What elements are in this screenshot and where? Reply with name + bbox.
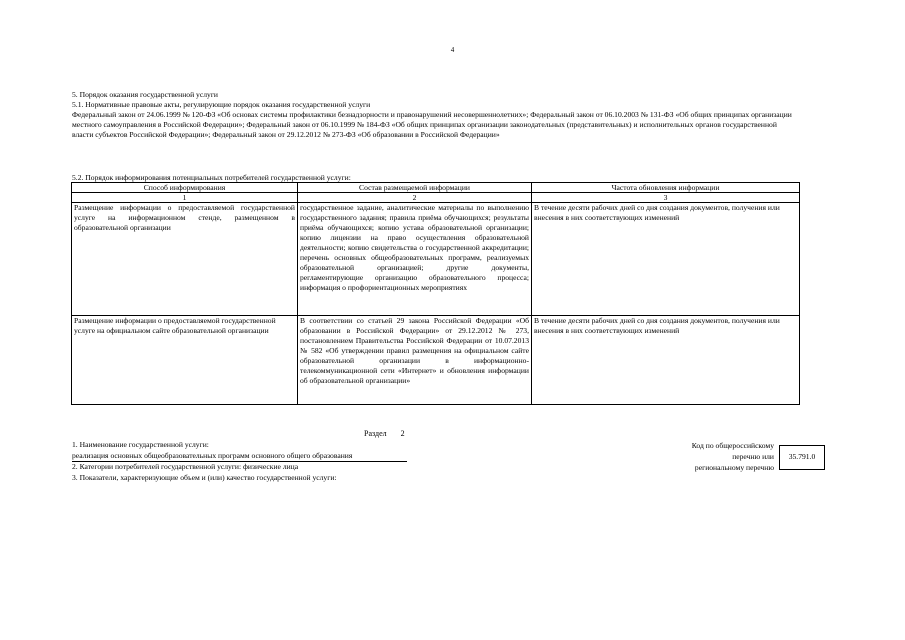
table-row xyxy=(72,203,800,316)
column-number: 2 xyxy=(298,193,532,203)
service-name-value: реализация основных общеобразовательных программ основного общего образования xyxy=(72,451,407,462)
cell-content: государственное задание, аналитические материалы по выполнению государственного задания; правила приёма обучающихся; результаты приёма обучающихся; копию устава образовательной организации; копию лицензии на право осуществления образовательной деятельности; копию свидетельства о государственной аккредитации; перечень основных общеобразовательных программ, реализуемых образовательной организацией; другие документы, регламентирующие организацию образовательного процесса; информация о профориентационных мероприятиях xyxy=(298,203,532,316)
cell-frequency: В течение десяти рабочих дней со дня создания документов, получения или внесения в них соответствующих изменений xyxy=(532,316,800,405)
razdel-number: 2 xyxy=(400,429,405,438)
service-indicators: 3. Показатели, характеризующие объем и (или) качество государственной услуги: xyxy=(72,473,337,482)
code-label-line: перечню или xyxy=(732,452,774,461)
service-info xyxy=(72,440,492,484)
cell-content: В соответствии со статьей 29 закона Российской Федерации «Об образовании в Российской Федерации» от 29.12.2012 № 273, постановлением Правительства Российской Федерации от 10.07.2013 № 582 «Об утверждении правил размещения на официальном сайте образовательной организации в информационно-телекоммуникационной сети «Интернет» и обновления информации об образовательной организации» xyxy=(298,316,532,405)
cell-method: Размещение информации о предоставляемой государственной услуге на официальном сайте образовательной организации xyxy=(72,316,298,405)
header-content: Состав размещаемой информации xyxy=(298,183,532,193)
table-header-row xyxy=(72,183,800,193)
section-heading xyxy=(364,429,405,440)
code-label-line: региональному перечню xyxy=(694,463,774,472)
cell-frequency: В течение десяти рабочих дней со дня создания документов, получения или внесения в них соответствующих изменений xyxy=(532,203,800,316)
column-number-row xyxy=(72,193,800,203)
service-category: 2. Категории потребителей государственной услуги: физические лица xyxy=(72,462,299,471)
service-name-label: 1. Наименование государственной услуги: xyxy=(72,440,209,449)
column-number: 1 xyxy=(72,193,298,203)
section-5 xyxy=(72,90,800,140)
code-label xyxy=(620,440,774,473)
table-row xyxy=(72,316,800,405)
column-number: 3 xyxy=(532,193,800,203)
razdel-label: Раздел xyxy=(364,429,387,438)
code-value: 35.791.0 xyxy=(788,452,816,462)
code-label-line: Код по общероссийскому xyxy=(691,441,774,450)
page-number: 4 xyxy=(450,46,455,54)
code-value-box xyxy=(779,445,825,470)
legal-acts-text: Федеральный закон от 24.06.1999 № 120-ФЗ «Об основах системы профилактики безнадзорности и правонарушений несовершеннолетних»; Федеральный закон от 06.10.2003 № 131-ФЗ «Об общих принципах организации местного самоуправления в Российской Федерации»; Федеральный закон от 06.10.1999 № 184-ФЗ «Об общих принципах организации законодательных (представительных) и исполнительных органов государственной власти субъектов Российской Федерации»; Федеральный закон от 29.12.2012 № 273-ФЗ «Об образовании в Российской Федерации» xyxy=(72,110,792,140)
informing-table xyxy=(71,182,800,405)
cell-method: Размещение информации о предоставляемой государственной услуге на информационном стенде, размещенном в образовательной организации xyxy=(72,203,298,316)
section-5-2-title: 5.2. Порядок информирования потенциальных потребителей государственной услуги: xyxy=(72,173,351,182)
section-5-title: 5. Порядок оказания государственной услуги xyxy=(72,90,218,99)
header-method: Способ информирования xyxy=(72,183,298,193)
section-5-1-title: 5.1. Нормативные правовые акты, регулирующие порядок оказания государственной услуги xyxy=(72,100,371,110)
header-frequency: Частота обновления информации xyxy=(532,183,800,193)
